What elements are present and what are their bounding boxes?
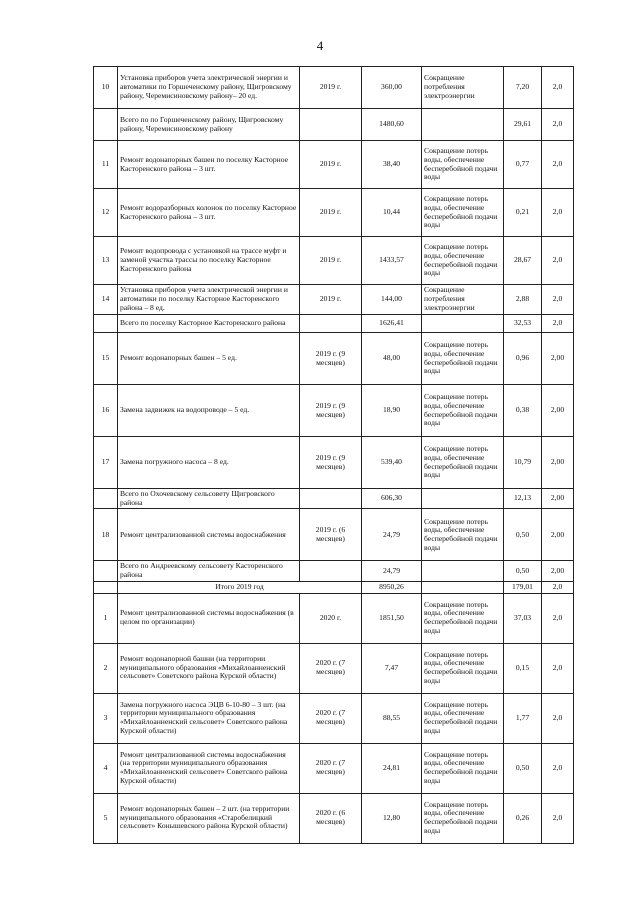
period-cell: 2019 г. xyxy=(300,189,362,237)
effect-cell: Сокращение потерь воды, обеспечение бесперебойной подачи воды xyxy=(422,385,504,437)
table-row xyxy=(94,793,574,843)
table-row xyxy=(94,693,574,743)
row-number xyxy=(94,489,118,509)
row-number: 16 xyxy=(94,385,118,437)
measure-name: Ремонт централизованной системы водоснабжения xyxy=(118,509,300,561)
period-cell: 2019 г. xyxy=(300,67,362,109)
measure-name: Установка приборов учета электрической энергии и автоматики по Горшеченскому району, Щигровскому району, Черемисиновскому району– 20 ед. xyxy=(118,67,300,109)
subtotal-row xyxy=(94,109,574,141)
share-cell: 29,61 xyxy=(504,109,542,141)
indicator-cell: 2,0 xyxy=(542,793,574,843)
indicator-cell: 2,00 xyxy=(542,561,574,581)
period-cell xyxy=(300,315,362,333)
measure-name: Ремонт водонапорных башен – 2 шт. (на территории муниципального образования «Старобелицкий сельсовет» Конышевского района Курской области) xyxy=(118,793,300,843)
measures-table xyxy=(93,66,574,844)
measure-name: Всего по по Горшеченскому району, Щигровскому району, Черемисиновскому району xyxy=(118,109,300,141)
table-row xyxy=(94,509,574,561)
indicator-cell: 2,0 xyxy=(542,643,574,693)
share-cell: 0,15 xyxy=(504,643,542,693)
row-number xyxy=(94,561,118,581)
period-cell xyxy=(300,109,362,141)
measure-name: Ремонт водопровода с установкой на трассе муфт и заменой участка трассы по поселку Касторное Касторенского района xyxy=(118,237,300,285)
share-cell: 7,20 xyxy=(504,67,542,109)
row-number: 18 xyxy=(94,509,118,561)
period-cell: 2020 г. (7 месяцев) xyxy=(300,693,362,743)
row-number xyxy=(94,581,118,593)
row-number: 2 xyxy=(94,643,118,693)
indicator-cell: 2,00 xyxy=(542,509,574,561)
share-cell: 0,96 xyxy=(504,333,542,385)
effect-cell xyxy=(422,109,504,141)
effect-cell: Сокращение потерь воды, обеспечение бесперебойной подачи воды xyxy=(422,509,504,561)
row-number: 4 xyxy=(94,743,118,793)
indicator-cell: 2,0 xyxy=(542,189,574,237)
page-number: 4 xyxy=(316,38,324,53)
table-row xyxy=(94,237,574,285)
indicator-cell: 2,0 xyxy=(542,315,574,333)
effect-cell: Сокращение потребления электроэнергии xyxy=(422,67,504,109)
share-cell: 0,77 xyxy=(504,141,542,189)
cost-cell: 1851,50 xyxy=(362,593,422,643)
cost-cell: 1480,60 xyxy=(362,109,422,141)
cost-cell: 606,30 xyxy=(362,489,422,509)
cost-cell: 10,44 xyxy=(362,189,422,237)
row-number: 15 xyxy=(94,333,118,385)
row-number: 10 xyxy=(94,67,118,109)
measure-name: Ремонт водонапорных башен – 5 ед. xyxy=(118,333,300,385)
period-cell xyxy=(300,561,362,581)
indicator-cell: 2,0 xyxy=(542,693,574,743)
period-cell: 2020 г. (6 месяцев) xyxy=(300,793,362,843)
table-row xyxy=(94,141,574,189)
effect-cell xyxy=(422,315,504,333)
period-cell: 2019 г. xyxy=(300,285,362,315)
share-cell: 10,79 xyxy=(504,437,542,489)
effect-cell: Сокращение потерь воды, обеспечение бесперебойной подачи воды xyxy=(422,189,504,237)
row-number: 3 xyxy=(94,693,118,743)
cost-cell: 539,40 xyxy=(362,437,422,489)
cost-cell: 1433,57 xyxy=(362,237,422,285)
indicator-cell: 2,0 xyxy=(542,109,574,141)
table-row xyxy=(94,285,574,315)
cost-cell: 144,00 xyxy=(362,285,422,315)
subtotal-row xyxy=(94,561,574,581)
cost-cell: 88,55 xyxy=(362,693,422,743)
measure-name: Замена задвижек на водопроводе – 5 ед. xyxy=(118,385,300,437)
period-cell: 2019 г. (9 месяцев) xyxy=(300,333,362,385)
row-number: 14 xyxy=(94,285,118,315)
table-row xyxy=(94,385,574,437)
effect-cell: Сокращение потерь воды, обеспечение бесперебойной подачи воды xyxy=(422,693,504,743)
table-body xyxy=(94,67,574,844)
share-cell: 28,67 xyxy=(504,237,542,285)
table-row xyxy=(94,437,574,489)
table-row xyxy=(94,67,574,109)
share-cell: 179,01 xyxy=(504,581,542,593)
measure-name: Всего по поселку Касторное Касторенского района xyxy=(118,315,300,333)
period-cell: 2020 г. (7 месяцев) xyxy=(300,743,362,793)
share-cell: 2,88 xyxy=(504,285,542,315)
share-cell: 1,77 xyxy=(504,693,542,743)
period-cell: 2019 г. xyxy=(300,237,362,285)
share-cell: 0,26 xyxy=(504,793,542,843)
table-row xyxy=(94,189,574,237)
table-row xyxy=(94,743,574,793)
indicator-cell: 2,0 xyxy=(542,593,574,643)
table-row xyxy=(94,593,574,643)
cost-cell: 24,79 xyxy=(362,509,422,561)
period-cell: 2019 г. (9 месяцев) xyxy=(300,385,362,437)
period-cell xyxy=(300,489,362,509)
cost-cell: 1626,41 xyxy=(362,315,422,333)
share-cell: 32,53 xyxy=(504,315,542,333)
table-row xyxy=(94,643,574,693)
indicator-cell: 2,0 xyxy=(542,285,574,315)
indicator-cell: 2,0 xyxy=(542,743,574,793)
row-number: 12 xyxy=(94,189,118,237)
effect-cell: Сокращение потерь воды, обеспечение бесперебойной подачи воды xyxy=(422,793,504,843)
cost-cell: 18,90 xyxy=(362,385,422,437)
measure-name: Ремонт централизованной системы водоснабжения (на территории муниципального образования «Михайлоанненский сельсовет» Советского района Курской области) xyxy=(118,743,300,793)
effect-cell: Сокращение потерь воды, обеспечение бесперебойной подачи воды xyxy=(422,333,504,385)
cost-cell: 24,79 xyxy=(362,561,422,581)
indicator-cell: 2,0 xyxy=(542,237,574,285)
measure-name: Всего по Охочевскому сельсовету Щигровского района xyxy=(118,489,300,509)
indicator-cell: 2,00 xyxy=(542,489,574,509)
period-cell: 2020 г. (7 месяцев) xyxy=(300,643,362,693)
cost-cell: 12,80 xyxy=(362,793,422,843)
subtotal-row xyxy=(94,315,574,333)
row-number: 17 xyxy=(94,437,118,489)
indicator-cell: 2,0 xyxy=(542,67,574,109)
measure-name: Установка приборов учета электрической энергии и автоматики по поселку Касторное Касторенского района – 8 ед. xyxy=(118,285,300,315)
indicator-cell: 2,0 xyxy=(542,141,574,189)
share-cell: 12,13 xyxy=(504,489,542,509)
share-cell: 0,21 xyxy=(504,189,542,237)
measure-name: Ремонт водонапорной башни (на территории муниципального образования «Михайлоанненский сельсовет» Советского района Курской области) xyxy=(118,643,300,693)
share-cell: 0,50 xyxy=(504,509,542,561)
measure-name: Ремонт водонапорных башен по поселку Касторное Касторенского района – 3 шт. xyxy=(118,141,300,189)
effect-cell: Сокращение потерь воды, обеспечение бесперебойной подачи воды xyxy=(422,593,504,643)
period-cell: 2019 г. (9 месяцев) xyxy=(300,437,362,489)
total-row xyxy=(94,581,574,593)
row-number: 11 xyxy=(94,141,118,189)
period-cell: 2020 г. xyxy=(300,593,362,643)
period-cell: 2019 г. (6 месяцев) xyxy=(300,509,362,561)
cost-cell: 7,47 xyxy=(362,643,422,693)
measure-name: Ремонт централизованной системы водоснабжения (в целом по организации) xyxy=(118,593,300,643)
effect-cell xyxy=(422,581,504,593)
effect-cell: Сокращение потребления электроэнергии xyxy=(422,285,504,315)
share-cell: 37,03 xyxy=(504,593,542,643)
measure-name: Замена погружного насоса – 8 ед. xyxy=(118,437,300,489)
cost-cell: 360,00 xyxy=(362,67,422,109)
effect-cell xyxy=(422,489,504,509)
cost-cell: 38,40 xyxy=(362,141,422,189)
cost-cell: 48,00 xyxy=(362,333,422,385)
indicator-cell: 2,00 xyxy=(542,437,574,489)
indicator-cell: 2,0 xyxy=(542,581,574,593)
row-number xyxy=(94,109,118,141)
table-row xyxy=(94,333,574,385)
measure-name: Всего по Андреевскому сельсовету Касторенского района xyxy=(118,561,300,581)
row-number: 5 xyxy=(94,793,118,843)
effect-cell xyxy=(422,561,504,581)
row-number xyxy=(94,315,118,333)
cost-cell: 24,81 xyxy=(362,743,422,793)
measure-name: Ремонт водоразборных колонок по поселку Касторное Касторенского района – 3 шт. xyxy=(118,189,300,237)
indicator-cell: 2,00 xyxy=(542,385,574,437)
indicator-cell: 2,00 xyxy=(542,333,574,385)
share-cell: 0,50 xyxy=(504,743,542,793)
period-cell: 2019 г. xyxy=(300,141,362,189)
effect-cell: Сокращение потерь воды, обеспечение бесперебойной подачи воды xyxy=(422,743,504,793)
cost-cell: 8950,26 xyxy=(362,581,422,593)
effect-cell: Сокращение потерь воды, обеспечение бесперебойной подачи воды xyxy=(422,237,504,285)
measure-name: Замена погружного насоса ЭЦВ 6-10-80 – 3 шт. (на территории муниципального образования «Михайлоанненский сельсовет» Советского района Курской области) xyxy=(118,693,300,743)
share-cell: 0,50 xyxy=(504,561,542,581)
row-number: 1 xyxy=(94,593,118,643)
subtotal-row xyxy=(94,489,574,509)
total-label: Итого 2019 год xyxy=(118,581,362,593)
effect-cell: Сокращение потерь воды, обеспечение бесперебойной подачи воды xyxy=(422,437,504,489)
effect-cell: Сокращение потерь воды, обеспечение бесперебойной подачи воды xyxy=(422,141,504,189)
row-number: 13 xyxy=(94,237,118,285)
effect-cell: Сокращение потерь воды, обеспечение бесперебойной подачи воды xyxy=(422,643,504,693)
share-cell: 0,38 xyxy=(504,385,542,437)
